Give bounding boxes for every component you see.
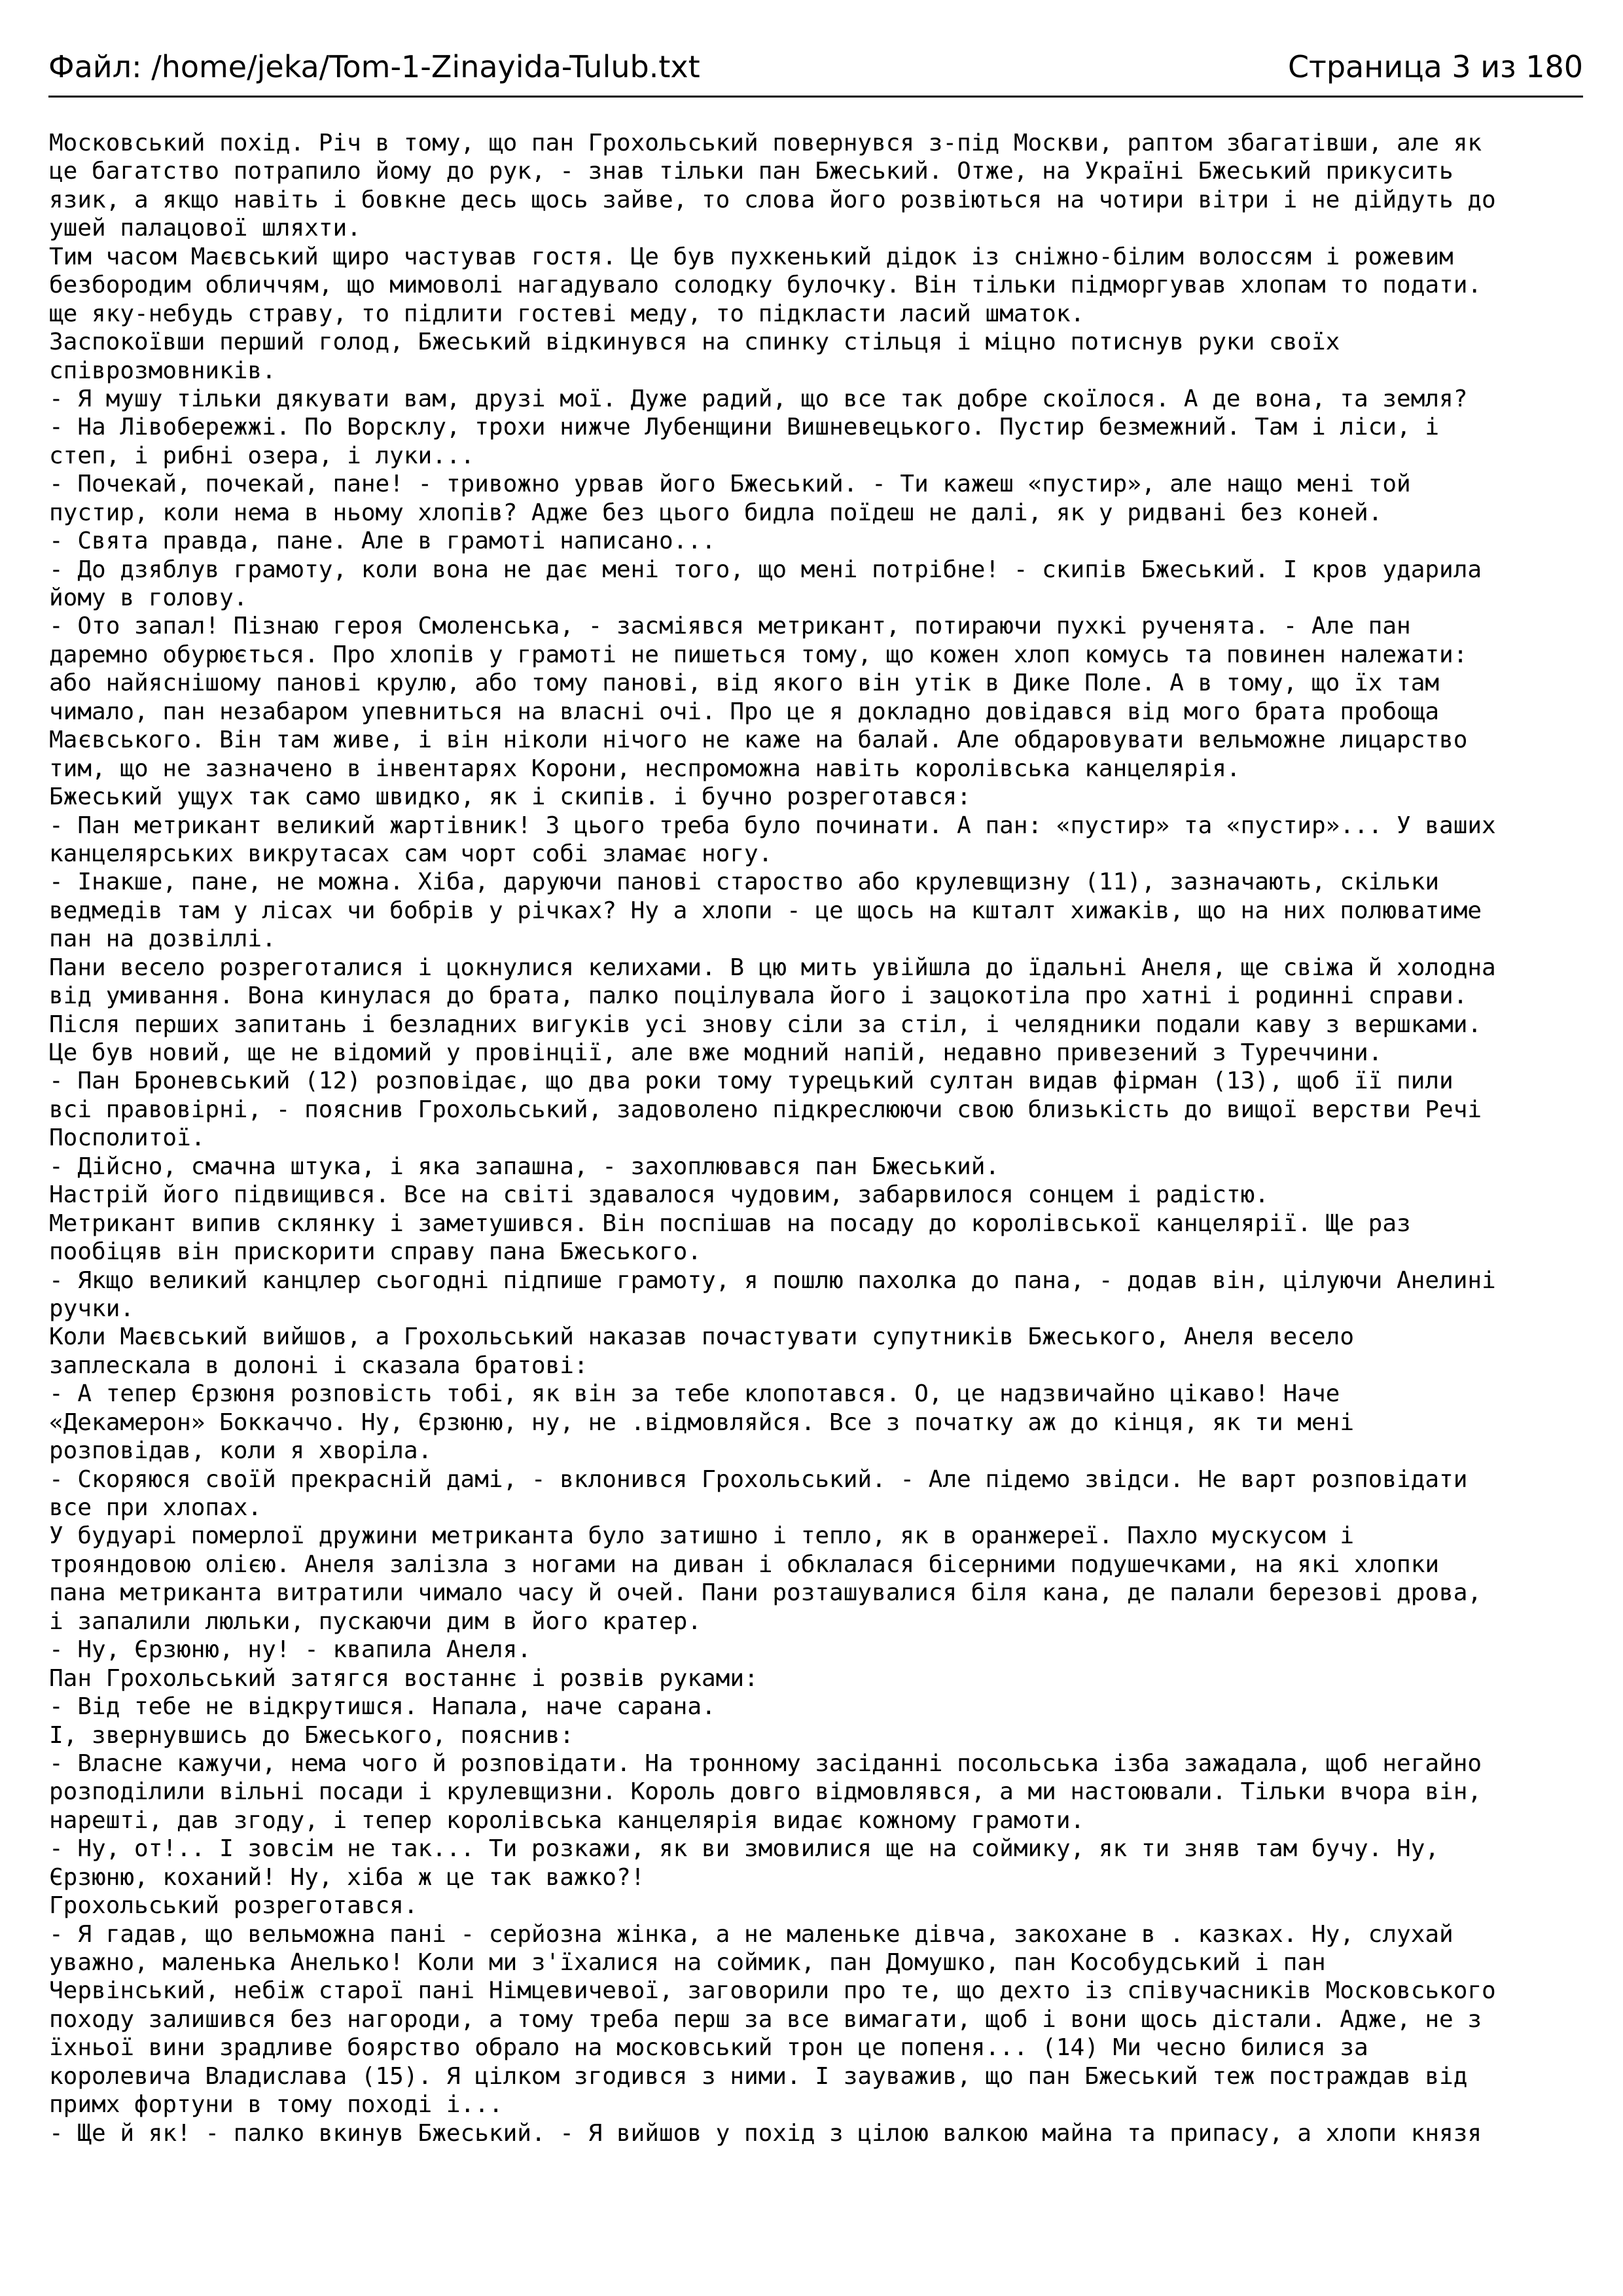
text-line: - Якщо великий канцлер сьогодні підпише грамоту, я пошлю пахолка до пана, - додав він, цілуючи Анелині — [49, 1266, 1496, 1294]
text-line: Метрикант випив склянку і заметушився. Він поспішав на посаду до королівської канцелярії. Ще раз — [49, 1210, 1411, 1237]
text-line: ведмедів там у лісах чи бобрів у річках? Ну а хлопи - це щось на кшталт хижаків, що на них полюватиме — [49, 897, 1482, 924]
text-line: ще яку-небудь страву, то підлити гостеві меду, то підкласти ласий шматок. — [49, 300, 1085, 327]
text-line: У будуарі померлої дружини метриканта було затишно і тепло, як в оранжереї. Пахло мускусом і — [49, 1522, 1354, 1550]
text-line: від умивання. Вона кинулася до брата, палко поцілувала його і зацокотіла про хатні і родинні справи. — [49, 982, 1468, 1010]
text-line: заплескала в долоні і сказала братові: — [49, 1352, 588, 1379]
text-line: уважно, маленька Анелько! Коли ми з'їхалися на соймик, пан Домушко, пан Кособудський і пан — [49, 1949, 1326, 1976]
text-line: все при хлопах. — [49, 1494, 262, 1521]
text-line: - Від тебе не відкрутишся. Напала, наче сарана. — [49, 1693, 716, 1721]
text-line: Настрій його підвищився. Все на світі здавалося чудовим, забарвилося сонцем і радістю. — [49, 1181, 1269, 1209]
file-path-label: Файл: /home/jeka/Tom-1-Zinayida-Tulub.txt — [48, 49, 700, 84]
text-line: Московський похід. Річ в тому, що пан Грохольський повернувся з-під Москви, раптом збагатівши, але як — [49, 130, 1482, 156]
text-line: - Пан метрикант великий жартівник! З цього треба було починати. А пан: «пустир» та «пустир»... У ваших — [49, 812, 1496, 839]
text-line: пообіцяв він прискорити справу пана Бжеського. — [49, 1238, 702, 1266]
text-line: Грохольський розреготався. — [49, 1892, 418, 1920]
text-line: нарешті, дав згоду, і тепер королівська канцелярія видає кожному грамоти. — [49, 1806, 1085, 1834]
text-line: - Я мушу тільки дякувати вам, друзі мої. Дуже радий, що все так добре скоїлося. А де вона, та земля? — [49, 385, 1468, 412]
text-line: безбородим обличчям, що мимоволі нагадувало солодку булочку. Він тільки підморгував хлопам то подати. — [49, 272, 1482, 299]
text-line: всі правовірні, - пояснив Грохольський, задоволено підкреслюючи свою близькість до вищої верстви Речі — [49, 1096, 1482, 1123]
text-line: походу залишився без нагороди, а тому треба перш за все вимагати, щоб і вони щось дістали. Адже, не з — [49, 2005, 1482, 2033]
text-line: канцелярських викрутасах сам чорт собі зламає ногу. — [49, 840, 773, 867]
text-line: Пани весело розреготалися і цокнулися келихами. В цю мить увійшла до їдальні Анеля, ще свіжа й холодна — [49, 954, 1496, 981]
page-header — [48, 42, 1583, 92]
text-line: - Ну, от!.. І зовсім не так... Ти розкажи, як ви змовилися ще на соймику, як ти зняв там бучу. Ну, — [49, 1835, 1440, 1863]
text-line: Заспокоївши перший голод, Бжеський відкинувся на спинку стільця і міцно потиснув руки своїх — [49, 329, 1340, 356]
text-line: розподілили вільні посади і крулевщизни. Король довго відмовлявся, а ми настоювали. Тільки вчора він, — [49, 1778, 1482, 1806]
text-line: йому в голову. — [49, 584, 248, 611]
text-line: Пан Грохольський затягся востаннє і розвів руками: — [49, 1664, 758, 1692]
text-line: Маєвського. Він там живе, і він ніколи нічого не каже на балай. Але обдаровувати вельможне лицарство — [49, 726, 1468, 754]
text-line: язик, а якщо навіть і бовкне десь щось зайве, то слова його розвіються на чотири вітри і не дійдуть до — [49, 186, 1496, 213]
text-line: Тим часом Маєвський щиро частував гостя. Це був пухкенький дідок із сніжно-білим волоссям і рожевим — [49, 243, 1454, 270]
text-line: - Інакше, пане, не можна. Хіба, даруючи панові староство або крулевщизну (11), зазначають, скільки — [49, 869, 1440, 896]
text-line: Коли Маєвський вийшов, а Грохольський наказав почастувати супутників Бжеського, Анеля весело — [49, 1323, 1354, 1351]
text-line: ушей палацової шляхти. — [49, 215, 361, 242]
text-line: Це був новий, ще не відомий у провінції, але вже модний напій, недавно привезений з Туреччини. — [49, 1039, 1383, 1066]
text-line: - Ото запал! Пізнаю героя Смоленська, - засміявся метрикант, потираючи пухкі рученята. - Але пан — [49, 613, 1411, 640]
text-line: Після перших запитань і безладних вигуків усі знову сіли за стіл, і челядники подали каву з вершками. — [49, 1011, 1482, 1038]
text-line: - Я гадав, що вельможна пані - серйозна жінка, а не маленьке дівча, закохане в . казках. Ну, слухай — [49, 1920, 1454, 1948]
text-line: - Дійсно, смачна штука, і яка запашна, - захоплювався пан Бжеський. — [49, 1153, 1000, 1180]
text-line: співрозмовників. — [49, 357, 276, 384]
text-line: - До дзяблув грамоту, коли вона не дає мені того, що мені потрібне! - скипів Бжеський. І кров ударила — [49, 556, 1482, 583]
text-line: тим, що не зазначено в інвентарях Корони, неспроможна навіть королівська канцелярія. — [49, 755, 1241, 782]
text-line: - Ну, Єрзюню, ну! - квапила Анеля. — [49, 1636, 531, 1664]
text-line: - А тепер Єрзюня розповість тобі, як він за тебе клопотався. О, це надзвичайно цікаво! Наче — [49, 1380, 1340, 1408]
text-line: даремно обурюється. Про хлопів у грамоті не пишеться тому, що кожен хлоп комусь та повинен належати: — [49, 641, 1468, 668]
text-line: - Власне кажучи, нема чого й розповідати. На тронному засіданні посольська ізба зажадала, щоб негайно — [49, 1749, 1482, 1777]
text-line: - Скоряюся своїй прекрасній дамі, - вклонився Грохольський. - Але підемо звідси. Не варт розповідати — [49, 1465, 1468, 1493]
text-line: Бжеський ущух так само швидко, як і скипів. і бучно розреготався: — [49, 783, 971, 811]
text-line: розповідав, коли я хворіла. — [49, 1437, 433, 1465]
text-line: Посполитої. — [49, 1124, 205, 1152]
text-line: і запалили люльки, пускаючи дим в його кратер. — [49, 1607, 702, 1635]
text-line: «Декамерон» Боккаччо. Ну, Єрзюню, ну, не .відмовляйся. Все з початку аж до кінця, як ти мені — [49, 1408, 1354, 1436]
text-line: - Свята правда, пане. Але в грамоті написано... — [49, 528, 716, 555]
text-line: примх фортуни в тому поході і... — [49, 2091, 503, 2119]
text-line: І, звернувшись до Бжеського, пояснив: — [49, 1721, 574, 1749]
text-line: трояндовою олією. Анеля залізла з ногами на диван і обклалася бісерними подушечками, на які хлопки — [49, 1551, 1440, 1578]
text-line: - Почекай, почекай, пане! - тривожно урвав його Бжеський. - Ти кажеш «пустир», але нащо мені той — [49, 471, 1411, 498]
text-line: степ, і рибні озера, і луки... — [49, 442, 475, 469]
text-line: чимало, пан незабаром упевниться на власні очі. Про це я докладно довідався від мого брата пробоща — [49, 698, 1440, 725]
text-line: - На Лівобережжі. По Ворсклу, трохи нижче Лубенщини Вишневецького. Пустир безмежний. Там і ліси, і — [49, 414, 1440, 441]
text-line: їхньої вини зрадливе боярство обрало на московський трон це попеня... (14) Ми чесно билися за — [49, 2034, 1368, 2062]
page-indicator: Страница 3 из 180 — [1287, 49, 1583, 84]
text-line: це багатство потрапило йому до рук, - знав тільки пан Бжеський. Отже, на Україні Бжеський прикусить — [49, 158, 1454, 185]
text-line: пустир, коли нема в ньому хлопів? Адже без цього бидла поїдеш не далі, як у ридвані без коней. — [49, 499, 1383, 526]
text-line: - Пан Броневський (12) розповідає, що два роки тому турецький султан видав фірман (13), щоб її пили — [49, 1067, 1454, 1095]
document-body — [49, 129, 1580, 2147]
text-line: королевича Владислава (15). Я цілком згодився з ними. І зауважив, що пан Бжеський теж постраждав від — [49, 2062, 1468, 2090]
text-line: пана метриканта витратили чимало часу й очей. Пани розташувалися біля кана, де палали березові дрова, — [49, 1579, 1482, 1607]
text-line: або найяснішому панові крулю, або тому панові, від якого він утік в Дике Поле. А в тому, що їх там — [49, 670, 1440, 697]
text-line: - Ще й як! - палко вкинув Бжеський. - Я вийшов у похід з цілою валкою майна та припасу, а хлопи князя — [49, 2119, 1482, 2147]
header-divider — [48, 96, 1583, 98]
text-line: ручки. — [49, 1295, 135, 1322]
text-line: пан на дозвіллі. — [49, 925, 276, 953]
text-line: Єрзюню, коханий! Ну, хіба ж це так важко?! — [49, 1863, 645, 1891]
text-line: Червінський, небіж старої пані Німцевичевої, заговорили про те, що дехто із співучасників Московського — [49, 1977, 1496, 2005]
